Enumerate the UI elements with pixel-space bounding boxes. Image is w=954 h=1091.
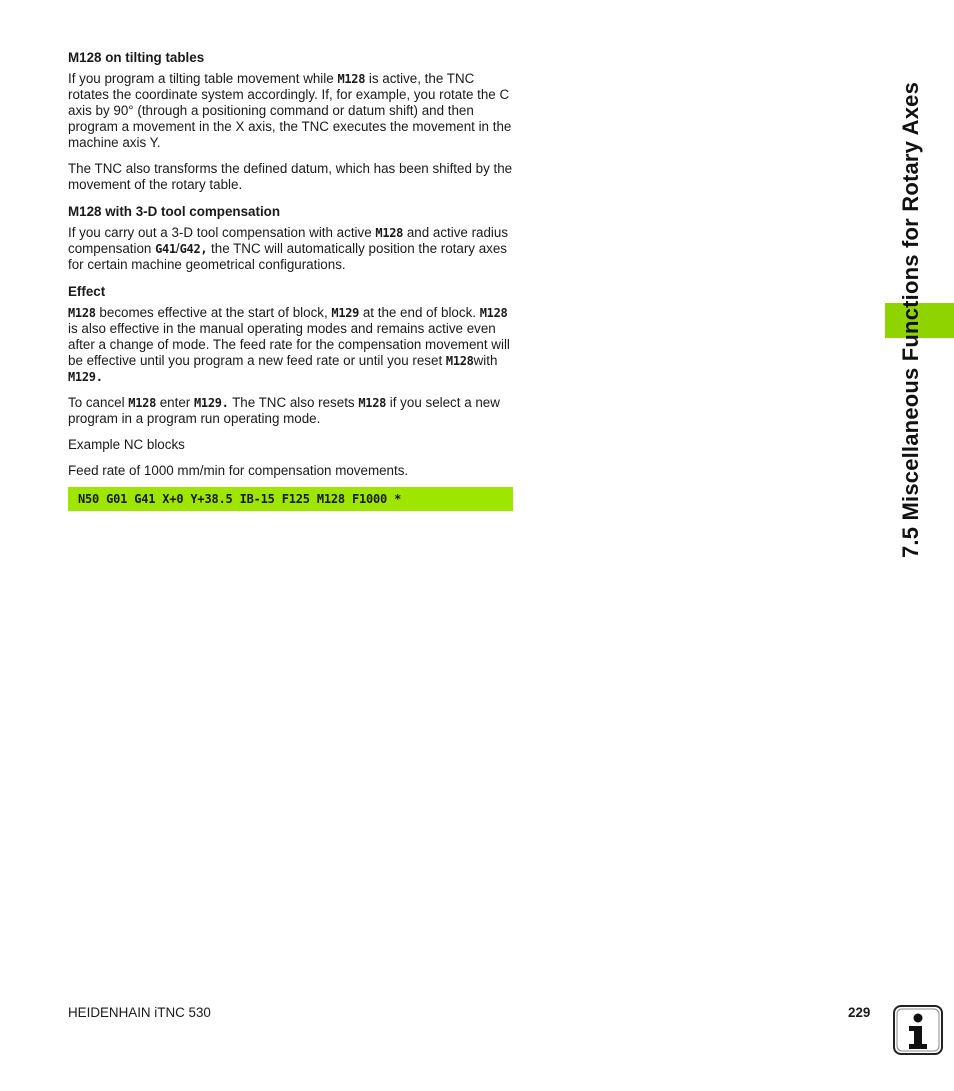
code-m129: M129	[331, 306, 360, 320]
paragraph-effect-2: To cancel M128 enter M129. The TNC also resets M128 if you select a new program in a program run operating mode.	[68, 395, 500, 426]
main-content	[68, 50, 513, 511]
chapter-side-title: 7.5 Miscellaneous Functions for Rotary Axes	[898, 81, 923, 559]
code-g42: G42,	[179, 242, 208, 256]
section-3d-tool-compensation	[68, 204, 513, 273]
code-g41: G41	[155, 242, 176, 256]
info-icon	[893, 1005, 943, 1055]
paragraph-3d-tool-compensation: If you carry out a 3-D tool compensation with active M128 and active radius compensation G41/G42, the TNC will automatically position the rotary axes for certain machine geometrical configurations.	[68, 225, 509, 272]
code-m128: M128	[479, 306, 508, 320]
footer-manual-title: HEIDENHAIN iTNC 530	[68, 1005, 211, 1020]
code-m128: M128	[337, 72, 366, 86]
section-tilting-tables	[68, 50, 513, 193]
heading-3d-tool-compensation: M128 with 3-D tool compensation	[68, 204, 281, 219]
paragraph-example-label: Example NC blocks	[68, 437, 185, 452]
code-m129: M129.	[193, 396, 229, 410]
paragraph-tilting-tables-1: If you program a tilting table movement while M128 is active, the TNC rotates the coordinate system accordingly. If, for example, you rotate the C axis by 90° (through a positioning command or datum shift) and then program a movement in the X axis, the TNC executes the movement in the machine axis Y.	[68, 71, 512, 150]
code-m128: M128	[68, 306, 96, 320]
code-m128: M128	[375, 226, 404, 240]
page-number: 229	[848, 1005, 871, 1020]
paragraph-effect-1: M128 becomes effective at the start of block, M129 at the end of block. M128 is also effective in the manual operating modes and remains active even after a change of mode. The feed rate for the compensation movement will be effective until you program a new feed rate or until you reset M128with M129.	[68, 305, 510, 384]
code-m128: M128	[128, 396, 156, 410]
section-effect	[68, 284, 513, 511]
paragraph-tilting-tables-2: The TNC also transforms the defined datum, which has been shifted by the movement of the rotary table.	[68, 161, 513, 192]
code-m129: M129.	[68, 370, 103, 384]
code-m128: M128	[445, 354, 474, 368]
heading-effect: Effect	[68, 284, 106, 299]
paragraph-feed-rate: Feed rate of 1000 mm/min for compensation movements.	[68, 463, 409, 478]
code-m128: M128	[358, 396, 387, 410]
heading-tilting-tables: M128 on tilting tables	[68, 50, 205, 65]
nc-program-block: N50 G01 G41 X+0 Y+38.5 IB-15 F125 M128 F1000 *	[68, 487, 513, 511]
